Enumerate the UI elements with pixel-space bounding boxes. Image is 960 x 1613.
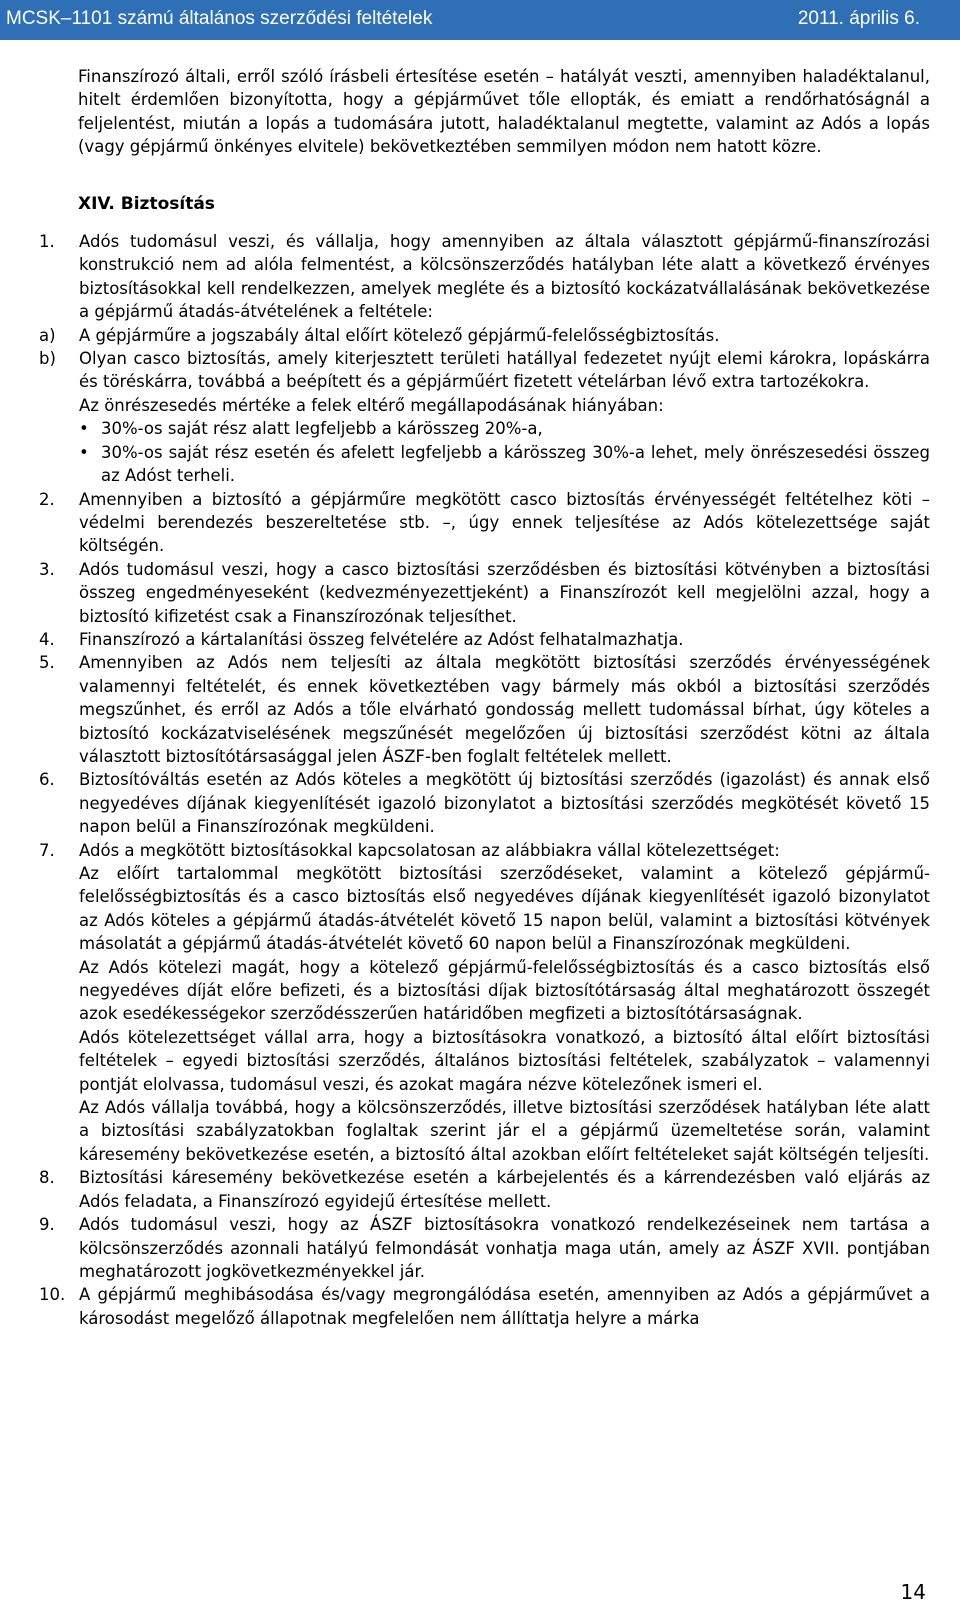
item-7-paragraph-3: Adós kötelezettséget vállal arra, hogy a biztosításokra vonatkozó, a biztosító által előírt biztosítási feltételek – egyedi biztosítási szerződés, általános biztosítási feltételek, szabályzatok – valamennyi pontját elolvassa, tudomásul veszi, és azokat magára nézve kötelezőnek ismeri el. — [79, 1027, 930, 1094]
section-heading: XIV. Biztosítás — [78, 193, 215, 214]
item-number: 1. — [39, 232, 55, 252]
bullet-icon: • — [79, 442, 89, 462]
sub-item-b — [39, 347, 930, 487]
page-header — [0, 0, 960, 40]
page-number: 14 — [900, 1580, 926, 1604]
item-number: 6. — [39, 770, 55, 790]
document-date: 2011. április 6. — [797, 8, 920, 29]
item-number: 10. — [39, 1285, 66, 1305]
list-item-6 — [39, 768, 930, 838]
item-text: Amennyiben az Adós nem teljesíti az általa megkötött biztosítási szerződés érvényességének valamennyi feltételét, és ennek következtében vagy bármely más okból a biztosítási szerződés megszűnhet, és erről az Adós a tőle elvárható gondosság mellett tudomással bírhat, úgy köteles a biztosító kockázatviselésének megszűnését megelőzően új biztosítási szerződést kötni az általa választott biztosítótársasággal jelen ÁSZF-ben foglalt feltételek mellett. — [79, 653, 930, 766]
deductible-note: Az önrészesedés mértéke a felek eltérő megállapodásának hiányában: — [79, 395, 664, 415]
bullet-text: 30%-os saját rész esetén és afelett legfeljebb a kárösszeg 30%-a lehet, mely önrészesedési összeg az Adóst terheli. — [101, 442, 930, 486]
list-item-10 — [39, 1283, 930, 1330]
list-item-7 — [39, 839, 930, 1167]
list-item-8 — [39, 1166, 930, 1213]
bullet-item — [79, 441, 930, 488]
item-7-paragraph-1: Az előírt tartalommal megkötött biztosítási szerződéseket, valamint a kötelező gépjármű-felelősségbiztosítás és a casco biztosítás első negyedéves díjának kiegyenlítését igazoló bizonylatot az Adós köteles a gépjármű átadás-átvételét követő 15 napon belül, valamint a biztosítási kötvények másolatát a gépjármű átadás-átvételét követő 60 napon belül a Finanszírozónak megküldeni. — [79, 864, 930, 954]
item-7-paragraph-4: Az Adós vállalja továbbá, hogy a kölcsönszerződés, illetve biztosítási szerződések hatályban léte alatt a biztosítási szabályzatokban foglaltak szerint jár el a gépjármű üzemeltetése során, valamint káresemény bekövetkezése esetén, a biztosító által azokban előírt feltételeket saját költségén teljesíti. — [79, 1098, 930, 1164]
item-text: Biztosítási káresemény bekövetkezése esetén a kárbejelentés és a kárrendezésben való eljárás az Adós feladata, a Finanszírozó egyidejű értesítése mellett. — [79, 1168, 930, 1211]
list-item-4 — [39, 628, 930, 651]
item-7-paragraph-2: Az Adós kötelezi magát, hogy a kötelező gépjármű-felelősségbiztosítás és a casco biztosítás első negyedéves díját előre befizeti, és a biztosítási díjak biztosítótársaság által meghatározott összegét azok esedékességekor szerződésszerűen határidőben megfizeti a biztosítótársaságnak. — [79, 957, 930, 1024]
item-number: 2. — [39, 489, 55, 509]
bullet-item — [79, 417, 930, 440]
list-item-9 — [39, 1213, 930, 1283]
sub-item-a — [39, 324, 930, 347]
item-text: Adós tudomásul veszi, hogy a casco biztosítási szerződésben és biztosítási kötvényben a biztosítási összeg engedményeseként (kedvezményezettjeként) a Finanszírozót kell megjelölni azzal, hogy a biztosító kifizetést csak a Finanszírozónak teljesíthet. — [79, 559, 930, 626]
bullet-text: 30%-os saját rész alatt legfeljebb a kárösszeg 20%-a, — [101, 419, 543, 439]
item-text: Adós tudomásul veszi, és vállalja, hogy amennyiben az általa választott gépjármű-finanszírozási konstrukció nem ad alóla felmentést, a kölcsönszerződés hatályban léte alatt a következő érvényes biztosításokkal kell rendelkezzen, amelyek megléte és a biztosító kockázatvállalásának bekövetkezése a gépjármű átadás-átvételének a feltétele: — [79, 232, 930, 322]
sub-item-label: a) — [39, 325, 56, 345]
item-text: A gépjármű meghibásodása és/vagy megrongálódása esetén, amennyiben az Adós a gépjárművet a károsodást megelőző állapotnak megfelelően nem állíttatja helyre a márka — [79, 1285, 930, 1328]
item-text: Adós a megkötött biztosításokkal kapcsolatosan az alábbiakra vállal kötelezettséget: — [79, 840, 780, 860]
item-number: 5. — [39, 653, 55, 673]
item-number: 9. — [39, 1215, 55, 1235]
document-title: MCSK–1101 számú általános szerződési feltételek — [6, 8, 433, 29]
bullet-icon: • — [79, 419, 89, 439]
list-item-5 — [39, 651, 930, 768]
sub-item-label: b) — [39, 349, 56, 369]
item-text: Finanszírozó a kártalanítási összeg felvételére az Adóst felhatalmazhatja. — [79, 629, 684, 649]
item-text: Amennyiben a biztosító a gépjárműre megkötött casco biztosítás érvényességét feltételhez köti – védelmi berendezés beszereltetése stb. –, úgy ennek teljesítése az Adós kötelezettsége saját költségén. — [79, 489, 930, 556]
intro-paragraph: Finanszírozó általi, erről szóló írásbeli értesítése esetén – hatályát veszti, amennyiben haladéktalanul, hitelt érdemlően bizonyította, hogy a gépjárművet tőle ellopták, és emiatt a rendőrhatóságnál a feljelentést, miután a lopás a tudomására jutott, haladéktalanul megtette, valamint az Adós a lopás (vagy gépjármű önkényes elvitele) bekövetkeztében semmilyen módon nem hatott közre. — [78, 67, 930, 157]
sub-item-text: A gépjárműre a jogszabály által előírt kötelező gépjármű-felelősségbiztosítás. — [79, 325, 720, 345]
item-number: 4. — [39, 629, 55, 649]
item-number: 3. — [39, 559, 55, 579]
sub-item-text: Olyan casco biztosítás, amely kiterjesztett területi hatállyal fedezetet nyújt elemi károkra, lopáskárra és töréskárra, továbbá a beépített és a gépjárműért fizetett vételárban lévő extra tartozékokra. — [79, 349, 930, 392]
document-body — [39, 65, 930, 1330]
list-item-2 — [39, 488, 930, 558]
item-number: 7. — [39, 840, 55, 860]
item-number: 8. — [39, 1168, 55, 1188]
item-text: Biztosítóváltás esetén az Adós köteles a megkötött új biztosítási szerződés (igazolást) és annak első negyedéves díjának kiegyenlítését igazoló bizonylatot a biztosítási szerződés megkötését követő 15 napon belül a Finanszírozónak megküldeni. — [79, 770, 930, 837]
list-item-3 — [39, 558, 930, 628]
list-item-1 — [39, 230, 930, 324]
item-text: Adós tudomásul veszi, hogy az ÁSZF biztosításokra vonatkozó rendelkezéseinek nem tartása a kölcsönszerződés azonnali hatályú felmondását vonhatja maga után, amely az ÁSZF XVII. pontjában meghatározott jogkövetkezményekkel jár. — [79, 1215, 930, 1281]
